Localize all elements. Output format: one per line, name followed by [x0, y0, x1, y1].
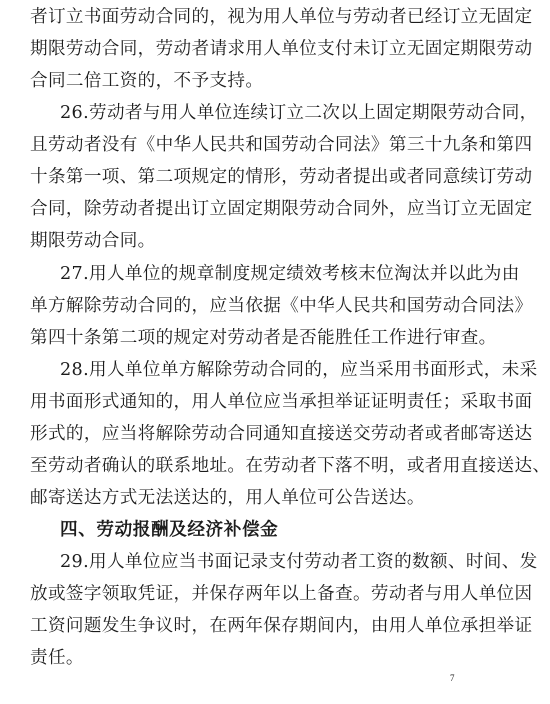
article-26-start: 26.劳动者与用人单位连续订立二次以上固定期限劳动合同，	[60, 103, 538, 123]
article-27-start: 27.用人单位的规章制度规定绩效考核末位淘汰并以此为由	[60, 264, 520, 284]
text-line: 十条第一项、第二项规定的情形，劳动者提出或者同意续订劳动	[30, 167, 533, 187]
text-line: 者订立书面劳动合同的，视为用人单位与劳动者已经订立无固定	[30, 7, 533, 27]
text-line: 形式的，应当将解除劳动合同通知直接送交劳动者或者邮寄送达	[30, 424, 533, 444]
article-28-start: 28.用人单位单方解除劳动合同的，应当采用书面形式，未采	[60, 360, 538, 380]
section-heading: 四、劳动报酬及经济补偿金	[60, 520, 279, 540]
text-line: 责任。	[30, 648, 84, 668]
text-line: 邮寄送达方式无法送达的，用人单位可公告送达。	[30, 488, 425, 508]
article-29-start: 29.用人单位应当书面记录支付劳动者工资的数额、时间、发	[60, 552, 538, 572]
text-line: 放或签字领取凭证，并保存两年以上备查。劳动者与用人单位因	[30, 584, 533, 604]
text-line: 用书面形式通知的，用人单位应当承担举证证明责任；采取书面	[30, 392, 533, 412]
text-line: 至劳动者确认的联系地址。在劳动者下落不明，或者用直接送达、	[30, 456, 550, 476]
text-line: 工资问题发生争议时，在两年保存期间内，由用人单位承担举证	[30, 616, 533, 636]
text-line: 第四十条第二项的规定对劳动者是否能胜任工作进行审查。	[30, 328, 497, 348]
text-line: 期限劳动合同，劳动者请求用人单位支付未订立无固定期限劳动	[30, 39, 533, 59]
text-line: 且劳动者没有《中华人民共和国劳动合同法》第三十九条和第四	[30, 135, 533, 155]
text-line: 合同二倍工资的，不予支持。	[30, 71, 264, 91]
text-line: 期限劳动合同。	[30, 231, 156, 251]
text-line: 合同，除劳动者提出订立固定期限劳动合同外，应当订立无固定	[30, 199, 533, 219]
text-line: 单方解除劳动合同的，应当依据《中华人民共和国劳动合同法》	[30, 296, 533, 316]
page-number: 7	[450, 673, 455, 683]
